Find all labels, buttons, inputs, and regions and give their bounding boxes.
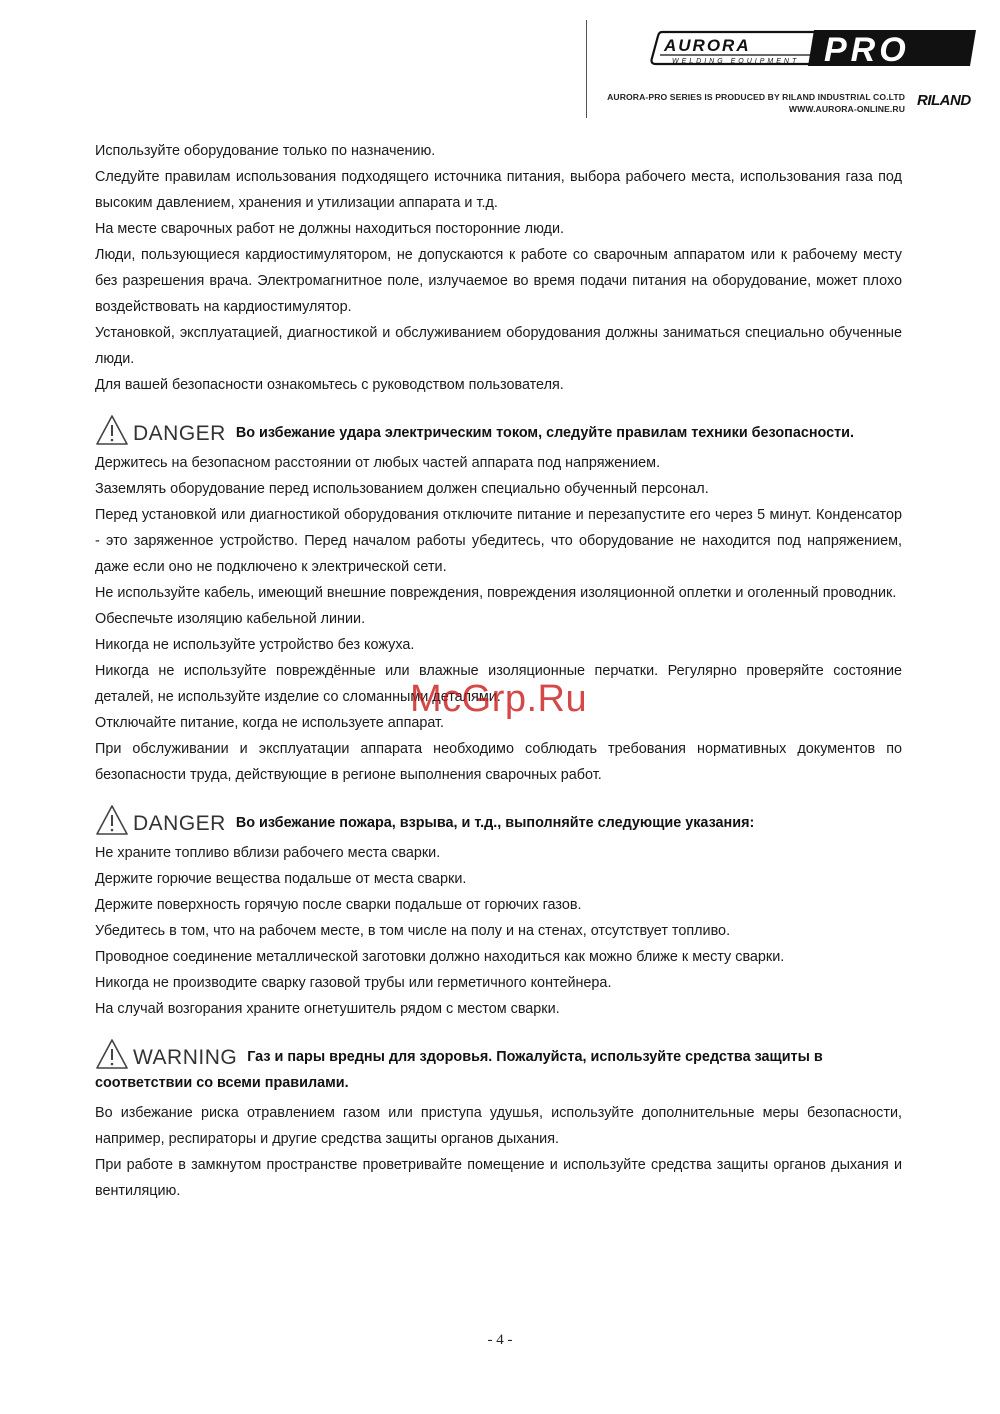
page-number: - 4 -	[487, 1332, 513, 1348]
danger-label: DANGER	[133, 812, 226, 835]
section-paragraph: Держитесь на безопасном расстоянии от любых частей аппарата под напряжением.	[95, 455, 661, 471]
section-paragraph: Проводное соединение металлической заготовки должно находиться как можно ближе к месту сварки.	[95, 949, 785, 965]
section-paragraph: Держите поверхность горячую после сварки подальше от горючих газов.	[95, 897, 582, 913]
section-paragraph: На случай возгорания храните огнетушитель рядом с местом сварки.	[95, 1001, 560, 1017]
warning-badge	[95, 1034, 237, 1070]
section-paragraph: Перед установкой или диагностикой оборудования отключите питание и перезапустите его через 5 минут. Конденсатор - это заряженное устройство. Перед началом работы убедитесь, что оборудование не находится под напряжением, даже если оно не подключено к электрической сети.	[95, 507, 902, 575]
danger-badge	[95, 410, 226, 446]
warning-triangle-icon	[95, 414, 129, 446]
section-heading: Во избежание пожара, взрыва, и т.д., выполняйте следующие указания:	[235, 815, 755, 831]
section-paragraph: Убедитесь в том, что на рабочем месте, в том числе на полу и на стенах, отсутствует топливо.	[95, 923, 731, 939]
intro-paragraph: На месте сварочных работ не должны находиться посторонние люди.	[95, 221, 564, 237]
section-paragraph: При работе в замкнутом пространстве проветривайте помещение и используйте средства защиты органов дыхания и вентиляцию.	[95, 1157, 902, 1199]
riland-logo: RILAND	[917, 92, 971, 109]
producer-note	[607, 91, 905, 115]
section-paragraph: Никогда не производите сварку газовой трубы или герметичного контейнера.	[95, 975, 612, 991]
intro-paragraph: Следуйте правилам использования подходящего источника питания, выбора рабочего места, использования газа под высоким давлением, хранения и утилизации аппарата и т.д.	[95, 169, 902, 211]
warning-label: WARNING	[133, 1046, 238, 1069]
svg-text:PRO: PRO	[824, 31, 910, 69]
section-paragraph: Никогда не используйте устройство без кожуха.	[95, 637, 415, 653]
danger-electric-heading	[95, 410, 902, 446]
section-paragraph: Во избежание риска отравлением газом или приступа удушья, используйте дополнительные меры безопасности, например, респираторы и другие средства защиты органов дыхания.	[95, 1105, 902, 1147]
section-paragraph: При обслуживании и эксплуатации аппарата необходимо соблюдать требования нормативных документов по безопасности труда, действующие в регионе выполнения сварочных работ.	[95, 741, 902, 783]
section-paragraph: Никогда не используйте повреждённые или влажные изоляционные перчатки. Регулярно проверяйте состояние деталей, не используйте изделие со сломанными деталями.	[95, 663, 902, 705]
warning-triangle-icon	[95, 1038, 129, 1070]
header-divider	[586, 20, 587, 118]
page-content	[95, 138, 902, 1204]
intro-paragraph: Для вашей безопасности ознакомьтесь с руководством пользователя.	[95, 377, 564, 393]
section-heading: Во избежание удара электрическим током, следуйте правилам техники безопасности.	[235, 425, 855, 441]
watermark: McGrp.Ru	[410, 678, 588, 720]
section-heading: Газ и пары вредны для здоровья. Пожалуйста, используйте средства защиты в соответствии со всеми правилами.	[95, 1049, 823, 1091]
danger-badge	[95, 800, 226, 836]
intro-paragraph: Установкой, эксплуатацией, диагностикой и обслуживанием оборудования должны заниматься специально обученные люди.	[95, 325, 902, 367]
warning-triangle-icon	[95, 804, 129, 836]
section-paragraph: Не используйте кабель, имеющий внешние повреждения, повреждения изоляционной оплетки и оголенный проводник.	[95, 585, 897, 601]
intro-paragraph: Люди, пользующиеся кардиостимулятором, не допускаются к работе со сварочным аппаратом или к рабочему месту без разрешения врача. Электромагнитное поле, излучаемое во время подачи питания на оборудование, может плохо воздействовать на кардиостимулятор.	[95, 247, 902, 315]
section-paragraph: Отключайте питание, когда не используете аппарат.	[95, 715, 445, 731]
warning-gas-heading	[95, 1034, 902, 1096]
aurora-pro-logo	[648, 26, 980, 70]
svg-text:WELDING EQUIPMENT: WELDING EQUIPMENT	[672, 58, 800, 65]
section-paragraph: Не храните топливо вблизи рабочего места сварки.	[95, 845, 441, 861]
section-paragraph: Держите горючие вещества подальше от места сварки.	[95, 871, 467, 887]
section-paragraph: Заземлять оборудование перед использованием должен специально обученный персонал.	[95, 481, 709, 497]
danger-label: DANGER	[133, 422, 226, 445]
danger-fire-heading	[95, 800, 902, 836]
intro-paragraph: Используйте оборудование только по назначению.	[95, 143, 436, 159]
producer-line: AURORA-PRO SERIES IS PRODUCED BY RILAND INDUSTRIAL CO.LTD	[607, 92, 905, 102]
section-paragraph: Обеспечьте изоляцию кабельной линии.	[95, 611, 366, 627]
svg-text:AURORA: AURORA	[664, 36, 751, 55]
website-line: WWW.AURORA-ONLINE.RU	[788, 104, 905, 114]
